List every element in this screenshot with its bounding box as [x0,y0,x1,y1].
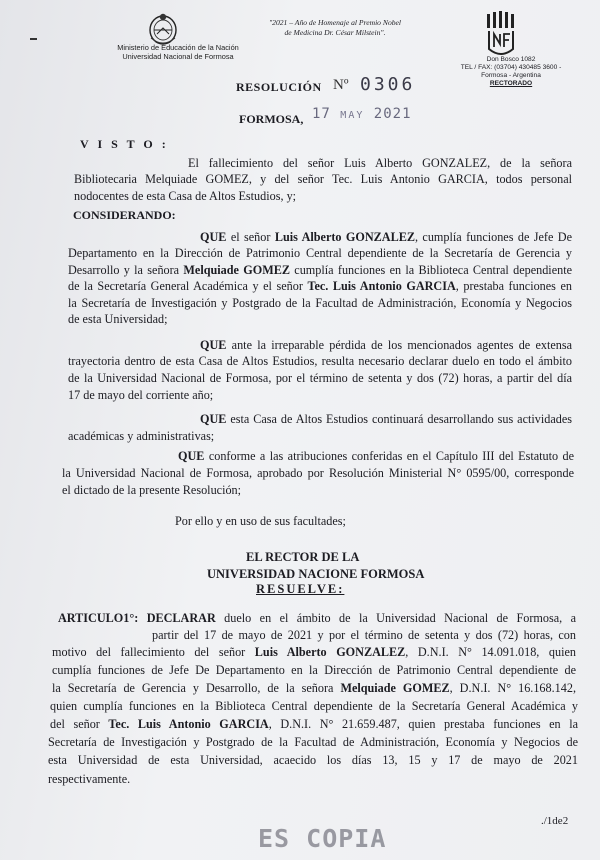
resolution-number: 0306 [360,74,416,95]
person-name: Melquiade GOMEZ [183,263,290,277]
considerando-p1-line6: de esta Universidad; [68,312,168,326]
text-run: cumplía funciones en la Biblioteca Central dependiente [289,263,572,277]
text-run: esta Casa de Altos Estudios continuará desarrollando sus actividades [226,412,572,426]
year-motto-line2: de Medicina Dr. César Milstein". [284,28,386,37]
copy-stamp: ES COPIA [258,824,387,853]
articulo1-line10: respectivamente. [48,772,131,786]
text-run: motivo del fallecimiento del señor [52,645,255,659]
visto-heading: V I S T O : [80,137,169,151]
text-run: , prestaba funciones en [455,279,572,293]
articulo1-line3 [52,645,576,660]
considerando-p4-line1 [178,449,574,464]
university-logo-icon [484,11,518,62]
que-lead: QUE [200,338,227,352]
articulo1-line4: cumplía funciones de Jefe De Departamento en la Dirección de Patrimonio Central dependiente de [52,663,576,677]
text-run: el señor [226,230,275,244]
text-run: la Secretaría de Gerencia y Desarrollo, de la señora [52,681,341,695]
article-lead: ARTICULO1°: DECLARAR [58,611,216,625]
rector-heading: EL RECTOR DE LA [246,550,360,564]
person-name: Tec. Luis Antonio GARCIA [108,717,269,731]
text-run: ante la irreparable pérdida de los mencionados agentes de extensa [226,338,572,352]
considerando-p3-line1 [200,412,572,427]
text-run: conforme a las atribuciones conferidas en el Capítulo III del Estatuto de [204,449,574,463]
person-name: Luis Alberto GONZALEZ [274,230,415,244]
address-city: Formosa - Argentina [481,72,541,79]
considerando-p4-line3: el dictado de la presente Resolución; [62,483,242,497]
office-name: RECTORADO [489,80,533,87]
considerando-p2-line3: de la Universidad Nacional de Formosa, por el término de setenta y dos (72) horas, a partir del día [68,371,572,385]
considerando-p1-line5: la Secretaría de Investigación y Postgrado de la Facultad de Administración, Economía y Negocios [68,296,572,310]
ministry-header [98,43,258,61]
year-motto-line1: "2021 – Año de Homenaje al Premio Nobel [268,18,402,27]
address-phone: TEL / FAX: (03704) 430485 3600 - [460,64,562,71]
text-run: , D.N.I. N° 14.091.018, quien [405,645,576,659]
considerando-heading: CONSIDERANDO: [73,208,176,222]
text-run: , D.N.I. N° 16.168.142, [449,681,576,695]
text-run: del señor [50,717,109,731]
considerando-p3-line2: académicas y administrativas; [68,429,215,443]
considerando-p1-line3 [68,263,572,278]
text-run: de la Secretaría General Académica y el señor [68,279,308,293]
visto-line: El fallecimiento del señor Luis Alberto GONZALEZ, de la señora [188,156,572,170]
person-name: Melquiade GOMEZ [340,681,450,695]
que-lead: QUE [178,449,205,463]
closing-phrase: Por ello y en uso de sus facultades; [175,514,346,528]
date-stamp-year: 2021 [373,106,412,122]
resolution-number-mark: Nº [333,77,349,93]
considerando-p2-line1 [200,338,572,353]
visto-line: Bibliotecaria Melquiade GOMEZ, y del señor Tec. Luis Antonio GARCIA, todos personal [74,172,572,186]
que-lead: QUE [200,412,227,426]
university-heading: UNIVERSIDAD NACIONE FORMOSA [207,567,425,581]
resolution-label: RESOLUCIÓN [236,80,322,94]
text-run: duelo en el ámbito de la Universidad Nacional de Formosa, a [215,611,576,625]
articulo1-line8: Secretaría de Investigación y Postgrado de la Facultad de Administración, Economía y Negocios de [48,735,578,749]
considerando-p1-line1 [200,230,572,245]
visto-line: nodocentes de esta Casa de Altos Estudios, y; [74,189,297,203]
page-number: ./1de2 [541,815,569,827]
address-street: Don Bosco 1082 [486,56,536,63]
que-lead: QUE [200,230,227,244]
person-name: Luis Alberto GONZALEZ [254,645,406,659]
articulo1-line2: partir del 17 de mayo de 2021 y por el término de setenta y dos (72) horas, con [152,628,576,642]
considerando-p2-line2: trayectoria dentro de esta Casa de Altos Estudios, resulta necesario declarar duelo en todo el ámbito [68,354,572,368]
university-name: Universidad Nacional de Formosa [122,52,234,61]
year-motto [250,18,420,38]
text-run: Desarrollo y la señora [68,263,184,277]
person-name: Tec. Luis Antonio GARCIA [307,279,456,293]
resuelve-heading: RESUELVE: [256,582,345,596]
considerando-p4-line2: la Universidad Nacional de Formosa, aprobado por Resolución Ministerial N° 0595/00, corresponde [62,466,574,480]
considerando-p2-line4: 17 de mayo del corriente año; [68,388,214,402]
date-stamp-day: 17 [312,106,331,122]
resolution-city: FORMOSA, [239,112,304,126]
date-stamp [312,106,412,122]
articulo1-line9: esta Universidad de esta Universidad, acaecido los días 13, 15 y 17 de mayo de 2021 [48,753,578,767]
date-stamp-month: MAY [340,110,365,121]
considerando-p1-line2: Departamento en la Dirección de Patrimonio Central dependiente de la Secretaría de Gerencia y [68,246,572,260]
considerando-p1-line4 [68,279,572,294]
articulo1-line5 [52,681,576,696]
ministry-name: Ministerio de Educación de la Nación [117,43,239,52]
articulo1-line7 [50,717,578,732]
text-run: , cumplía funciones de Jefe De [414,230,572,244]
articulo1-line1 [58,611,576,626]
address-block [446,56,576,88]
text-run: , D.N.I. N° 21.659.487, quien prestaba funciones en la [268,717,578,731]
margin-mark [30,38,37,40]
articulo1-line6: quien cumplía funciones en la Biblioteca Central dependiente de la Secretaría General Académica y [50,699,578,713]
